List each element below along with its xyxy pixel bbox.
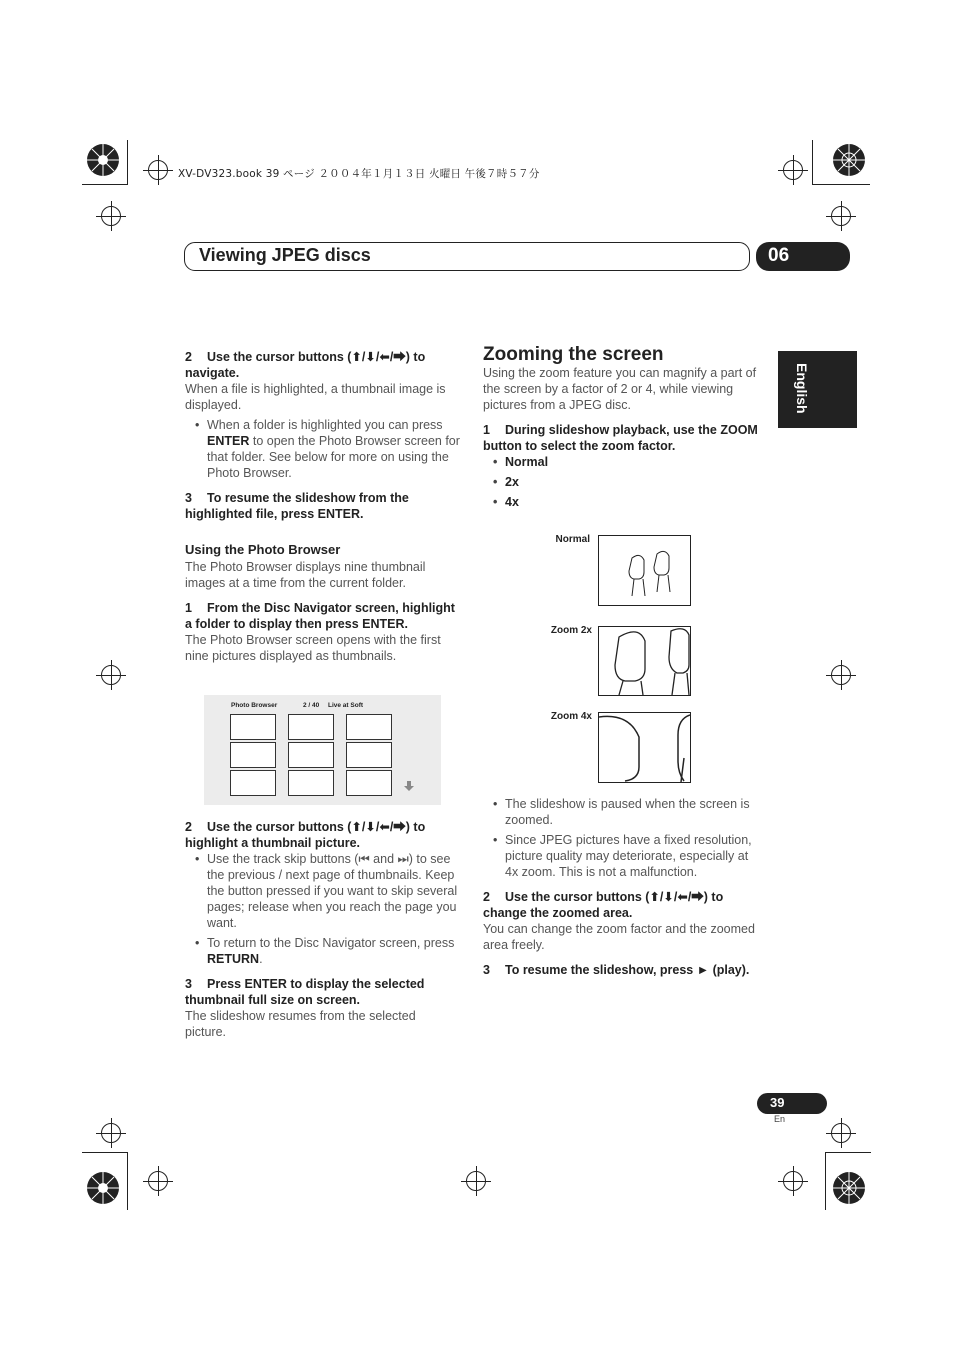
chairs-picture	[599, 627, 690, 695]
list-item: • Use the track skip buttons (⏮ and ⏭) to see the previous / next page of thumbnails. Keep the button pressed if you want to skip several pages; release when you reach the page you want.	[185, 851, 460, 931]
header-bar	[184, 242, 750, 271]
page-language: En	[774, 1114, 786, 1124]
browser-title: Photo Browser	[231, 702, 278, 709]
step-number: 2	[185, 350, 192, 364]
list-item: • When a folder is highlighted you can press ENTER to open the Photo Browser screen for that folder. See below for more on using the Photo Browser.	[185, 417, 460, 481]
registration-mark	[101, 206, 121, 226]
registration-mark	[831, 665, 851, 685]
step-text: During slideshow playback, use the ZOOM button to select the zoom factor.	[483, 423, 758, 453]
registration-wheel-icon	[824, 135, 874, 185]
registration-mark	[466, 1171, 486, 1191]
step-body: The slideshow resumes from the selected picture.	[185, 1009, 416, 1039]
list-item: • The slideshow is paused when the screen is zoomed.	[483, 796, 758, 828]
registration-mark	[101, 665, 121, 685]
thumbnail	[288, 714, 334, 740]
list-item: • Normal	[483, 454, 758, 470]
language-tab	[778, 351, 857, 428]
chapter-badge: 06	[756, 242, 850, 271]
zoom-label-4x: Zoom 4x	[550, 711, 592, 722]
zoom-normal-image	[598, 535, 691, 606]
browser-folder: Live at Soft	[328, 702, 364, 709]
registration-mark	[148, 1171, 168, 1191]
step-text: From the Disc Navigator screen, highlight a folder to display then press ENTER.	[185, 601, 455, 631]
step-number: 3	[185, 491, 192, 505]
arrow-down-icon	[404, 781, 414, 791]
registration-mark	[783, 1171, 803, 1191]
zoom-2x-image	[598, 626, 691, 696]
zoom-4x-image	[598, 712, 691, 783]
left-column	[185, 349, 460, 664]
step-number: 1	[185, 601, 192, 615]
thumbnail	[288, 770, 334, 796]
list-item: • 2x	[483, 474, 758, 490]
thumbnail	[230, 714, 276, 740]
page-title: Viewing JPEG discs	[199, 245, 371, 265]
step-text: To resume the slideshow from the highlighted file, press ENTER.	[185, 491, 409, 521]
step-number: 3	[483, 963, 490, 977]
chairs-picture	[599, 536, 690, 605]
left-column-lower	[185, 819, 460, 1040]
right-column	[483, 344, 758, 510]
step-body: When a file is highlighted, a thumbnail image is displayed.	[185, 382, 446, 412]
language-tab-label: English	[794, 363, 810, 414]
zoom-label-2x: Zoom 2x	[550, 625, 592, 636]
registration-wheel-icon	[80, 1165, 130, 1215]
browser-count: 2 / 40	[303, 702, 320, 709]
step-text: Use the cursor buttons (⬆/⬇/⬅/⮕) to navigate.	[185, 350, 426, 380]
registration-wheel-icon	[80, 135, 130, 185]
step-text: Use the cursor buttons (⬆/⬇/⬅/⮕) to change the zoomed area.	[483, 890, 724, 920]
registration-mark	[831, 1123, 851, 1143]
step-body: The Photo Browser screen opens with the first nine pictures displayed as thumbnails.	[185, 633, 441, 663]
step-text: Press ENTER to display the selected thumbnail full size on screen.	[185, 977, 425, 1007]
thumbnail	[346, 714, 392, 740]
thumbnail	[230, 742, 276, 768]
section-heading: Using the Photo Browser	[185, 542, 341, 557]
thumbnail	[288, 742, 334, 768]
section-body: Using the zoom feature you can magnify a part of the screen by a factor of 2 or 4, while viewing pictures from a JPEG disc.	[483, 366, 757, 412]
registration-mark	[831, 206, 851, 226]
step-number: 2	[185, 820, 192, 834]
section-title: Zooming the screen	[483, 344, 664, 365]
file-info-line: XV-DV323.book 39 ページ ２００４年１月１３日 火曜日 午後７時５７分	[178, 168, 540, 180]
step-number: 2	[483, 890, 490, 904]
registration-mark	[101, 1123, 121, 1143]
section-body: The Photo Browser displays nine thumbnail images at a time from the current folder.	[185, 560, 426, 590]
chairs-picture	[599, 713, 690, 782]
registration-wheel-icon	[824, 1165, 874, 1215]
thumbnail	[230, 770, 276, 796]
page-number: 39	[757, 1093, 827, 1114]
photo-browser-illustration	[204, 695, 441, 805]
registration-mark	[148, 160, 168, 180]
step-text: Use the cursor buttons (⬆/⬇/⬅/⮕) to highlight a thumbnail picture.	[185, 820, 426, 850]
zoom-label-normal: Normal	[555, 534, 590, 545]
registration-mark	[783, 160, 803, 180]
list-item: • 4x	[483, 494, 758, 510]
thumbnail	[346, 742, 392, 768]
thumbnail	[346, 770, 392, 796]
right-column-lower	[483, 796, 758, 978]
step-number: 3	[185, 977, 192, 991]
step-text: To resume the slideshow, press ► (play).	[505, 963, 750, 977]
step-number: 1	[483, 423, 490, 437]
list-item: • To return to the Disc Navigator screen, press RETURN.	[185, 935, 460, 967]
step-body: You can change the zoom factor and the zoomed area freely.	[483, 922, 755, 952]
list-item: • Since JPEG pictures have a fixed resolution, picture quality may deteriorate, especially at 4x zoom. This is not a malfunction.	[483, 832, 758, 880]
